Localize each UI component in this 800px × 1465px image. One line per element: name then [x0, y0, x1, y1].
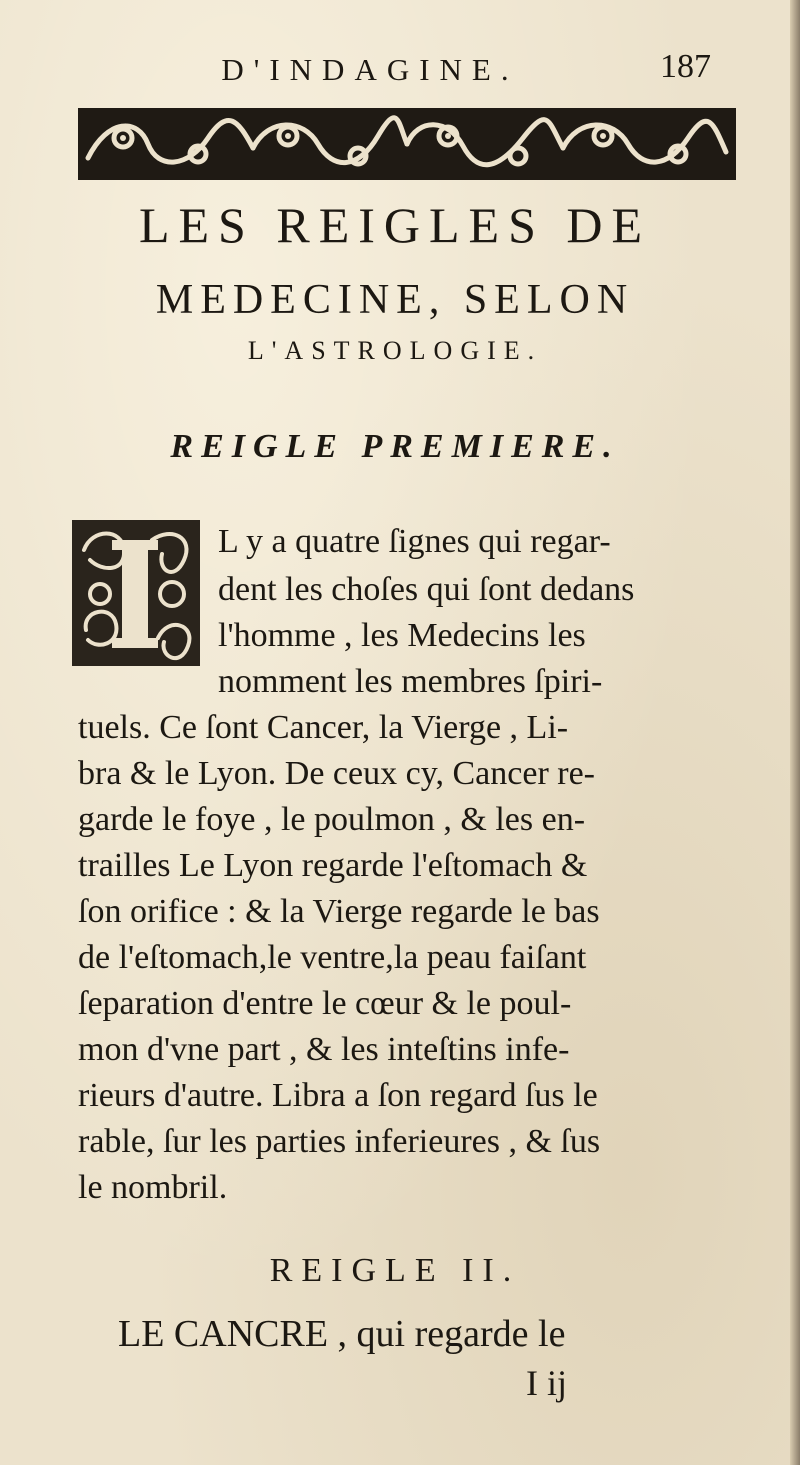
running-head: D'INDAGINE.: [221, 52, 519, 87]
title-line-3: L'ASTROLOGIE.: [247, 336, 543, 365]
text-line: de l'eſtomach,le ventre,la peau faiſant: [78, 939, 587, 976]
text-line: bra & le Lyon. De ceux cy, Cancer re-: [78, 755, 596, 792]
text-line: rieurs d'autre. Libra a ſon regard ſus le: [78, 1077, 598, 1114]
decorated-initial-i-icon: [72, 520, 200, 666]
text-line: garde le foye , le poulmon , & les en-: [78, 801, 586, 838]
page-edge-shadow: [790, 0, 800, 1465]
text-line: LE CANCRE , qui regarde le: [118, 1313, 566, 1355]
text-line: trailles Le Lyon regarde l'eſtomach &: [78, 847, 588, 884]
ornamental-headpiece: [78, 108, 736, 180]
text-line: rable, ſur les parties inferieures , & ſus: [78, 1123, 601, 1160]
signature-mark: I ij: [526, 1363, 567, 1403]
text-line: ſon orifice : & la Vierge regarde le bas: [78, 893, 600, 930]
title-line-2: MEDECINE, SELON: [155, 277, 635, 323]
text-line: l'homme , les Medecins les: [218, 617, 586, 654]
text-line: le nombril.: [78, 1169, 228, 1206]
rule-one-heading: REIGLE PREMIERE.: [170, 428, 620, 465]
rule-two-heading: REIGLE II.: [269, 1252, 521, 1289]
text-line: tuels. Ce ſont Cancer, la Vierge , Li-: [78, 709, 569, 746]
text-line: dent les choſes qui ſont dedans: [218, 571, 635, 608]
page-number: 187: [660, 48, 711, 85]
text-line: L y a quatre ſignes qui regar-: [218, 523, 611, 560]
text-line: nomment les membres ſpiri-: [218, 663, 603, 700]
title-line-1: LES REIGLES DE: [138, 197, 652, 253]
text-line: mon d'vne part , & les inteſtins infe-: [78, 1031, 570, 1068]
text-line: ſeparation d'entre le cœur & le poul-: [78, 985, 572, 1022]
